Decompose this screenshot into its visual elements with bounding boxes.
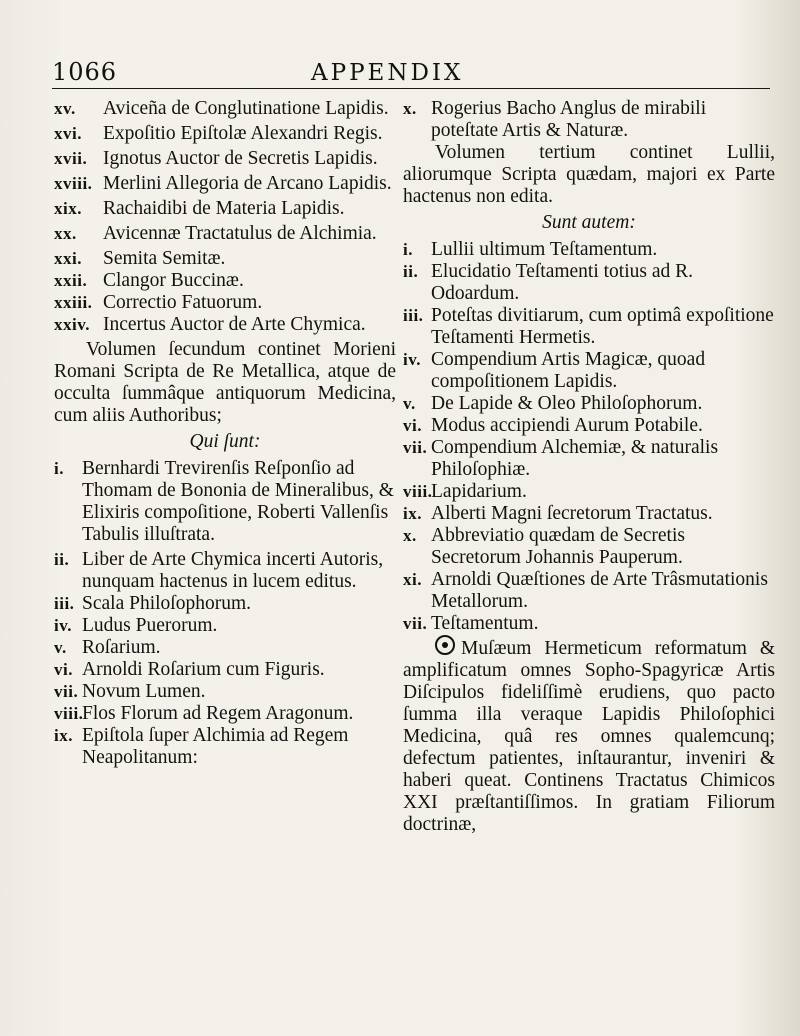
list-item: xvi. Expoſitio Epiſtolæ Alexandri Regis. bbox=[54, 123, 383, 144]
list-item: ii. Liber de Arte Chymica incerti Autoris, nunquam hactenus in lucem editus. bbox=[54, 549, 384, 592]
list-item: viii. Flos Florum ad Regem Aragonum. bbox=[54, 703, 354, 724]
list-item: iii. Poteſtas divitiarum, cum optimâ expoſitione Teſtamenti Hermetis. bbox=[403, 305, 774, 348]
running-title: APPENDIX bbox=[311, 60, 464, 86]
list-item: viii. Lapidarium. bbox=[403, 481, 527, 502]
volume-paragraph: Volumen ſecundum continet Morieni Romani Scripta de Re Metallica, atque de occulta ſummâque antiquorum Medicina, cum aliis Authoribus; bbox=[54, 339, 396, 426]
list-item: i. Lullii ultimum Teſtamentum. bbox=[403, 239, 658, 260]
header-rule bbox=[52, 88, 770, 89]
page-header bbox=[52, 58, 770, 92]
list-item: xxiv. Incertus Auctor de Arte Chymica. bbox=[54, 314, 366, 335]
list-item: xxi. Semita Semitæ. bbox=[54, 248, 226, 269]
list-item: vi. Arnoldi Roſarium cum Figuris. bbox=[54, 659, 325, 680]
list-item: xxiii. Correctio Fatuorum. bbox=[54, 292, 263, 313]
list-item: i. Bernhardi Trevirenſis Reſponſio ad Thomam de Bononia de Mineralibus, & Elixiris compoſitione, Roberti Vallenſis Tabulis illuſtrata. bbox=[54, 458, 394, 545]
right-column bbox=[403, 98, 775, 836]
list-item: vii. Teſtamentum. bbox=[403, 613, 539, 634]
list-item: xv. Aviceña de Conglutinatione Lapidis. bbox=[54, 98, 389, 119]
list-item: xviii. Merlini Allegoria de Arcano Lapidis. bbox=[54, 173, 392, 194]
list-item: iv. Ludus Puerorum. bbox=[54, 615, 218, 636]
section-subheading: Qui ſunt: bbox=[189, 431, 261, 452]
list-item: v. De Lapide & Oleo Philoſophorum. bbox=[403, 393, 703, 414]
sun-symbol-icon bbox=[435, 635, 455, 655]
list-item: xxii. Clangor Buccinæ. bbox=[54, 270, 244, 291]
page-number: 1066 bbox=[52, 58, 118, 86]
list-item: x. Rogerius Bacho Anglus de mirabili poteſtate Artis & Naturæ. bbox=[403, 98, 707, 141]
list-item: iv. Compendium Artis Magicæ, quoad compoſitionem Lapidis. bbox=[403, 349, 706, 392]
list-item: xi. Arnoldi Quæſtiones de Arte Trâsmutationis Metallorum. bbox=[403, 569, 768, 612]
list-item: v. Roſarium. bbox=[54, 637, 161, 658]
list-item: ix. Epiſtola ſuper Alchimia ad Regem Neapolitanum: bbox=[54, 725, 349, 768]
volume-paragraph: Volumen tertium continet Lullii, aliorumque Scripta quædam, majori ex Parte hactenus non edita. bbox=[403, 142, 775, 207]
list-item: x. Abbreviatio quædam de Secretis Secretorum Johannis Pauperum. bbox=[403, 525, 685, 568]
list-item: xix. Rachaidibi de Materia Lapidis. bbox=[54, 198, 345, 219]
list-item: vi. Modus accipiendi Aurum Potabile. bbox=[403, 415, 703, 436]
left-column bbox=[54, 98, 396, 769]
list-item: ii. Elucidatio Teſtamenti totius ad R. Odoardum. bbox=[403, 261, 694, 304]
list-item: iii. Scala Philoſophorum. bbox=[54, 593, 251, 614]
list-item: vii. Compendium Alchemiæ, & naturalis Philoſophiæ. bbox=[403, 437, 719, 480]
list-item: ix. Alberti Magni ſecretorum Tractatus. bbox=[403, 503, 713, 524]
section-subheading: Sunt autem: bbox=[542, 212, 636, 233]
list-item: xx. Avicennæ Tractatulus de Alchimia. bbox=[54, 223, 377, 244]
list-item: vii. Novum Lumen. bbox=[54, 681, 206, 702]
list-item: xvii. Ignotus Auctor de Secretis Lapidis. bbox=[54, 148, 378, 169]
museum-paragraph: Muſæum Hermeticum reformatum & amplificatum omnes Sopho-Spagyricæ Artis Diſcipulos fideliſſimè erudiens, quo pacto ſumma illa veraque Lapidis Philoſophici Medicina, quâ res omnes qualemcunq; defectum patientes, inſtaurantur, inveniri & haberi queat. Continens Tractatus Chimicos XXI præſtantiſſimos. In gratiam Filiorum doctrinæ, bbox=[403, 635, 775, 836]
